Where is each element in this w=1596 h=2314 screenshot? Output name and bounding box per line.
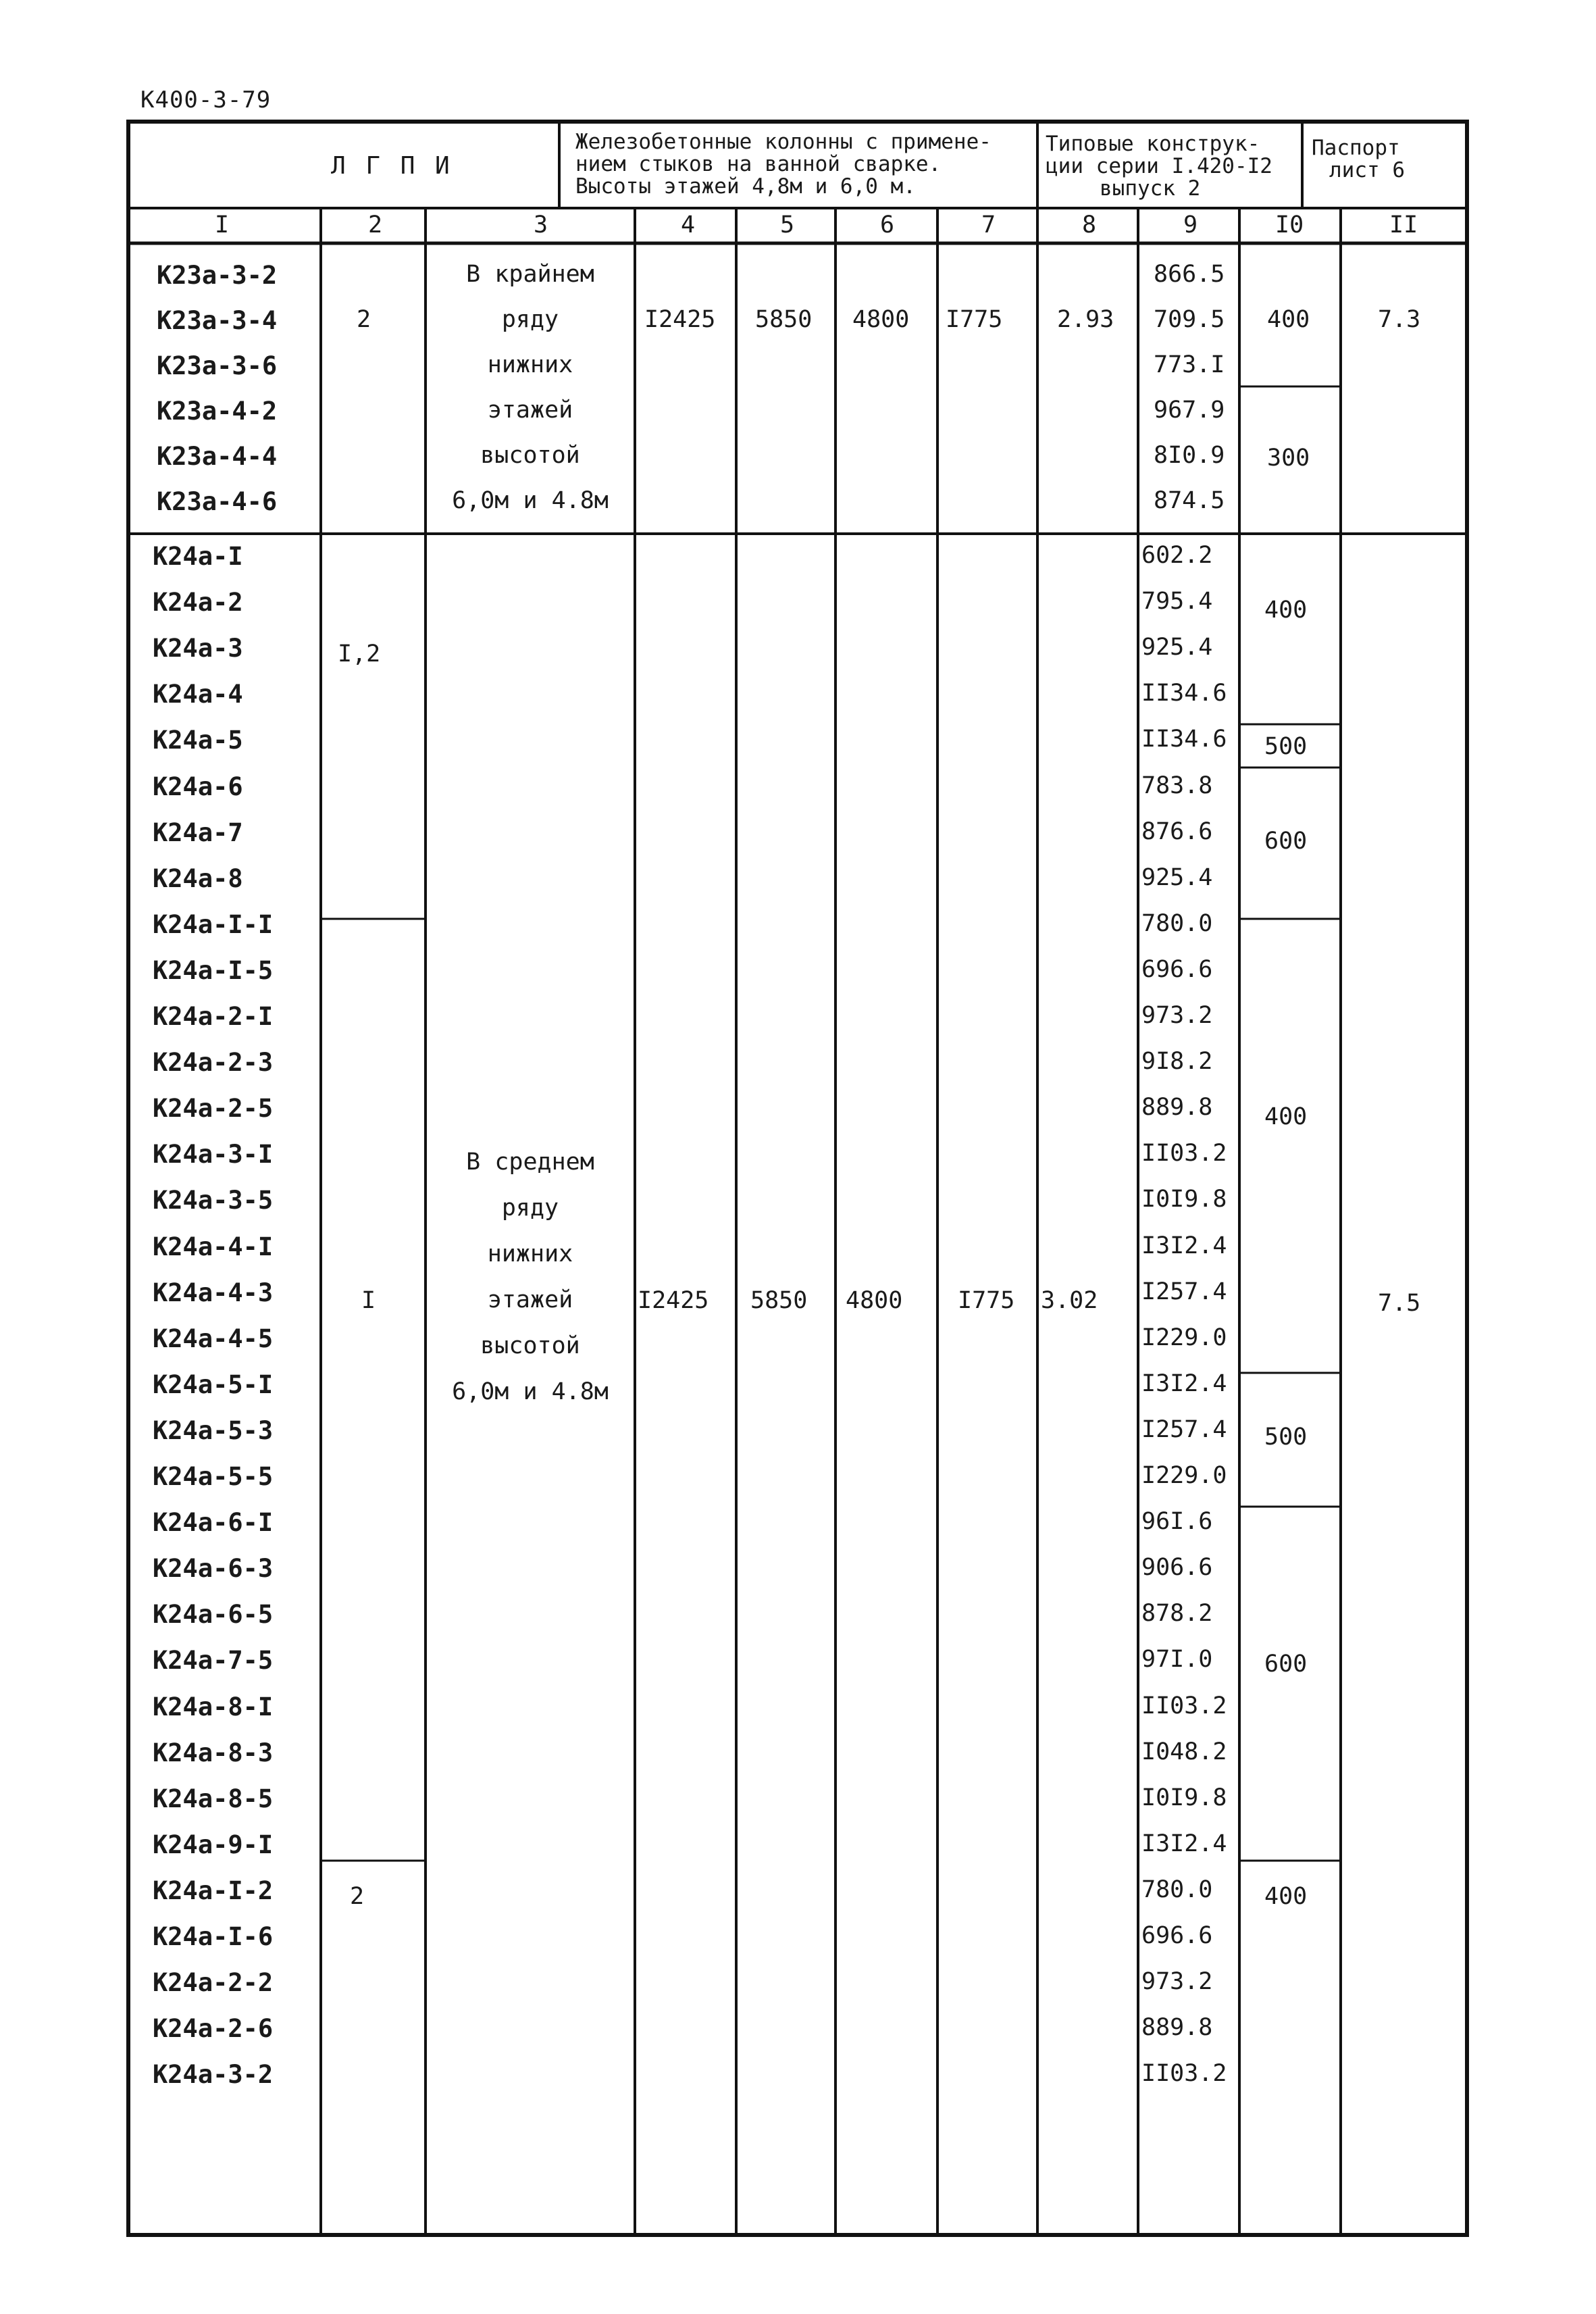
g1-col10-a: 400 [1267, 306, 1310, 333]
table-row-code: К24а-8-5 [153, 1784, 274, 1813]
col-num-4: 4 [681, 211, 696, 238]
g2-col10-e: 500 [1264, 1424, 1308, 1451]
g2-col9-value: 878.2 [1141, 1600, 1213, 1628]
g2-col9-value: I257.4 [1141, 1415, 1227, 1443]
g2-col9-value: 906.6 [1141, 1554, 1213, 1582]
g2-col4: I2425 [638, 1287, 709, 1314]
g2-col9-value: I229.0 [1141, 1462, 1227, 1489]
g2-col9-value: 96I.6 [1141, 1508, 1213, 1536]
col-num-5: 5 [780, 211, 795, 238]
table-row-code: К24а-2-3 [153, 1048, 274, 1078]
g2-col9-value: 889.8 [1141, 2014, 1213, 2042]
g2-col9-value: 780.0 [1141, 1876, 1213, 1903]
col-num-3: 3 [534, 211, 548, 238]
g2-col10-g: 400 [1264, 1883, 1308, 1910]
table-row-code: К24а-2-I [153, 1002, 274, 1031]
g2-col9-value: I3I2.4 [1141, 1830, 1227, 1857]
g1-col9-value: 874.5 [1154, 487, 1225, 514]
table-row-code: К24а-6 [153, 772, 243, 801]
table-row-code: К24а-2-5 [153, 1094, 274, 1124]
table-row-code: К24а-I-I [153, 909, 274, 939]
g2-col9-value: 783.8 [1141, 772, 1213, 799]
table-row-code: К24а-7-5 [153, 1646, 274, 1676]
col-num-2: 2 [368, 211, 383, 238]
g2-col9-value: II03.2 [1141, 1692, 1227, 1719]
col-num-7: 7 [981, 211, 996, 238]
table-row-code: К24а-I-5 [153, 955, 274, 985]
g2-col9-value: 780.0 [1141, 909, 1213, 937]
g2-col3-line: высотой [480, 1332, 580, 1359]
g2-col10-d: 400 [1264, 1103, 1308, 1130]
col-num-1: I [215, 211, 230, 238]
g1-col3-line: нижних [487, 351, 573, 378]
g2-col10-a: 400 [1264, 597, 1308, 624]
table-row-code: К24а-I-2 [153, 1876, 274, 1905]
g2-col5: 5850 [750, 1287, 808, 1314]
col-num-10: I0 [1275, 211, 1304, 238]
document-code: К400-3-79 [140, 86, 272, 114]
table-row-code: К24а-2-6 [153, 2014, 274, 2044]
table-row-code: К23а-3-4 [157, 306, 278, 335]
table-row-code: К24а-8 [153, 863, 243, 893]
outer-border [128, 122, 1467, 2235]
table-row-code: К24а-5 [153, 726, 243, 755]
table-row-code: К24а-4 [153, 680, 243, 709]
g2-col9-value: 795.4 [1141, 588, 1213, 615]
g2-col9-value: I3I2.4 [1141, 1369, 1227, 1397]
g1-col3-line: ряду [501, 306, 559, 333]
g2-col3-line: нижних [487, 1240, 573, 1267]
g2-col9-value: 602.2 [1141, 542, 1213, 569]
g2-col10-f: 600 [1264, 1651, 1308, 1678]
table-row-code: К23а-3-6 [157, 351, 278, 380]
g1-col3-line: В крайнем [466, 261, 594, 288]
table-row-code: К23а-4-6 [157, 487, 278, 516]
table-row-code: К23а-4-4 [157, 442, 278, 471]
series-line-2: ции серии I.420-I2 [1046, 154, 1272, 178]
passport-line-2: лист 6 [1329, 158, 1405, 182]
g1-col6: 4800 [852, 306, 910, 333]
g2-col9-value: II34.6 [1141, 726, 1227, 753]
g2-col9-value: II03.2 [1141, 1140, 1227, 1167]
table-row-code: К24а-I [153, 542, 243, 571]
table-row-code: К24а-7 [153, 818, 243, 847]
g2-col9-value: 9I8.2 [1141, 1048, 1213, 1076]
g1-col9-value: 773.I [1154, 351, 1225, 378]
g2-col9-value: 889.8 [1141, 1094, 1213, 1122]
g1-col3-line: этажей [487, 397, 573, 424]
table-row-code: К23а-3-2 [157, 261, 278, 290]
title-line-1: Железобетонные колонны с примене- [575, 130, 992, 154]
passport-line-1: Паспорт [1312, 136, 1400, 160]
g2-col8: 3.02 [1041, 1287, 1098, 1314]
g2-col11: 7.5 [1378, 1290, 1421, 1317]
g2-col9-value: I048.2 [1141, 1738, 1227, 1765]
g2-col10-b: 500 [1264, 733, 1308, 760]
g1-col3-line: высотой [480, 442, 580, 469]
g2-col9-value: 973.2 [1141, 1002, 1213, 1029]
g2-col9-value: I0I9.8 [1141, 1784, 1227, 1811]
g2-col9-value: 973.2 [1141, 1968, 1213, 1996]
table-row-code: К24а-3-I [153, 1140, 274, 1169]
g2-col9-value: I0I9.8 [1141, 1186, 1227, 1213]
g1-col7: I775 [946, 306, 1003, 333]
col-num-9: 9 [1183, 211, 1198, 238]
g2-col9-value: II34.6 [1141, 680, 1227, 707]
g2-col2-b: I [361, 1287, 376, 1314]
col-num-6: 6 [880, 211, 895, 238]
table-row-code: К24а-6-5 [153, 1600, 274, 1630]
g1-col11: 7.3 [1378, 306, 1421, 333]
table-row-code: К24а-5-5 [153, 1462, 274, 1491]
table-row-code: К24а-3 [153, 634, 243, 663]
table-row-code: К24а-3-5 [153, 1186, 274, 1215]
table-row-code: К24а-5-I [153, 1369, 274, 1399]
g2-col3-line: 6,0м и 4.8м [452, 1378, 609, 1405]
col-num-11: II [1389, 211, 1418, 238]
col-num-8: 8 [1082, 211, 1097, 238]
table-row-code: К24а-2 [153, 588, 243, 618]
g2-col9-value: I229.0 [1141, 1324, 1227, 1351]
g2-col6: 4800 [846, 1287, 903, 1314]
table-row-code: К24а-4-I [153, 1232, 274, 1261]
table-row-code: К24а-6-3 [153, 1554, 274, 1584]
series-line-3: выпуск 2 [1100, 176, 1201, 201]
table-row-code: К24а-I-6 [153, 1922, 274, 1951]
title-line-3: Высоты этажей 4,8м и 6,0 м. [575, 174, 916, 199]
g2-col9-value: 925.4 [1141, 634, 1213, 661]
series-line-1: Типовые конструк- [1046, 132, 1260, 156]
g2-col9-value: 696.6 [1141, 955, 1213, 983]
org-name: Л Г П И [331, 152, 453, 180]
table-row-code: К24а-8-3 [153, 1738, 274, 1767]
g2-col9-value: I3I2.4 [1141, 1232, 1227, 1259]
table-row-code: К24а-2-2 [153, 1968, 274, 1998]
g1-col10-b: 300 [1267, 445, 1310, 472]
g2-col9-value: 97I.0 [1141, 1646, 1213, 1674]
table-row-code: К24а-5-3 [153, 1415, 274, 1445]
g2-col3-line: ряду [501, 1194, 559, 1222]
table-row-code: К24а-4-3 [153, 1278, 274, 1307]
g1-col9-value: 967.9 [1154, 397, 1225, 424]
g1-col4: I2425 [644, 306, 716, 333]
table-row-code: К23а-4-2 [157, 397, 278, 426]
g2-col9-value: 925.4 [1141, 863, 1213, 891]
g2-col9-value: II03.2 [1141, 2060, 1227, 2088]
g2-col3-line: В среднем [466, 1149, 594, 1176]
title-line-2: нием стыков на ванной сварке. [575, 152, 942, 176]
g1-col8: 2.93 [1057, 306, 1114, 333]
g1-col5: 5850 [755, 306, 813, 333]
g1-col2: 2 [357, 306, 371, 333]
g2-col9-value: 876.6 [1141, 818, 1213, 845]
table-row-code: К24а-8-I [153, 1692, 274, 1721]
table-row-code: К24а-4-5 [153, 1324, 274, 1353]
g2-col3-line: этажей [487, 1286, 573, 1313]
g1-col3-line: 6,0м и 4.8м [452, 487, 609, 514]
g1-col9-value: 866.5 [1154, 261, 1225, 288]
g1-col9-value: 8I0.9 [1154, 442, 1225, 469]
g2-col2-a: I,2 [338, 640, 381, 668]
g2-col9-value: I257.4 [1141, 1278, 1227, 1305]
g2-col9-value: 696.6 [1141, 1922, 1213, 1949]
table-row-code: К24а-6-I [153, 1508, 274, 1538]
g2-col7: I775 [958, 1287, 1015, 1314]
g2-col2-c: 2 [350, 1883, 365, 1910]
g2-col10-c: 600 [1264, 828, 1308, 855]
table-row-code: К24а-9-I [153, 1830, 274, 1859]
g1-col9-value: 709.5 [1154, 306, 1225, 333]
table-row-code: К24а-3-2 [153, 2060, 274, 2090]
